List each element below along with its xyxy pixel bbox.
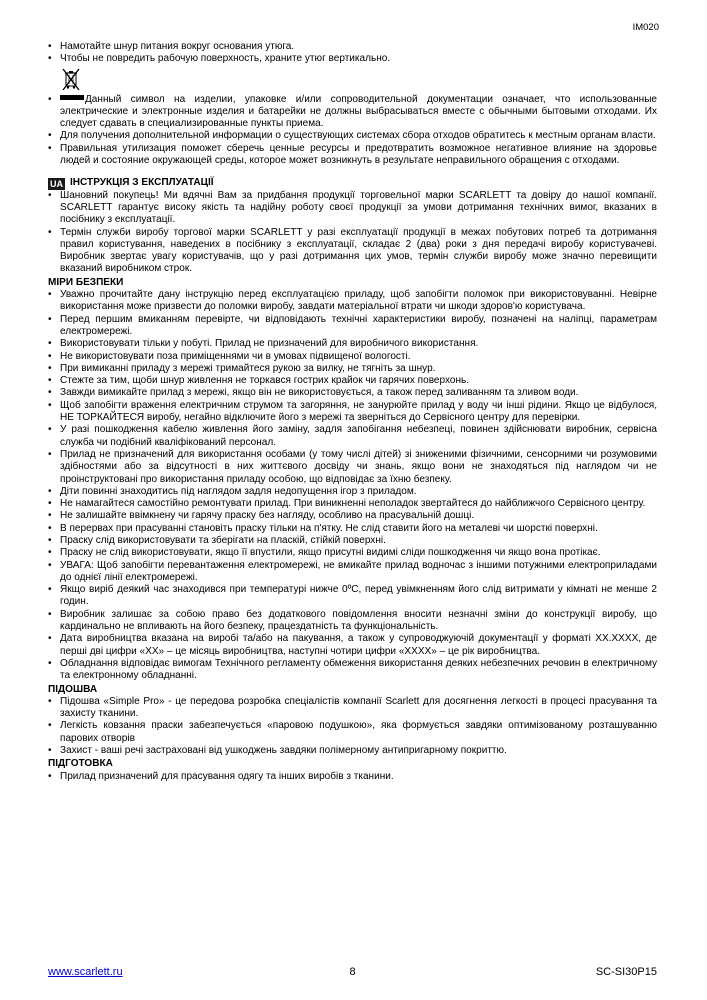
list-item-text: Використовувати тільки у побуті. Прилад не призначений для виробничого використання.: [60, 338, 479, 350]
list-item-text: УВАГА: Щоб запобігти перевантаження електромережі, не вмикайте прилад водночас з іншими потужними електроприладами до однієї лінії електромережі.: [60, 559, 657, 583]
list-item-text: Термін служби виробу торгової марки SCARLETT у разі експлуатації продукції в межах побутових потреб та дотримання правил користування, наведених в посібнику з експлуатації, складає 2 (два) роки з дня передачі виробу користувачеві. Виробник звертає увагу користувачів, що у разі дотримання цих умов, термін служби виробу може значно перевищити вказаний виробником строк.: [60, 226, 657, 275]
page-footer: [48, 966, 657, 980]
list-item: [48, 363, 657, 375]
list-item: [48, 547, 657, 559]
list-item: • Данный символ на изделии, упаковке и/или сопроводительной документации означает, что использованные электрические и электронные изделия и батарейки не должны выбрасываться вместе с обычными бытовыми отходами. Их следует сдавать в специализированные пункты приема.: [48, 94, 657, 131]
page-content: [48, 41, 657, 783]
list-item: [48, 338, 657, 350]
sole-heading: ПІДОШВА: [48, 683, 98, 695]
list-item-text: Підошва «Simple Pro» - це передова розробка спеціалістів компанії Scarlett для досягнення легкості в процесі прасування та захисту тканини.: [60, 695, 657, 720]
list-item-text: Не використовувати поза приміщеннями чи в умовах підвищеної вологості.: [60, 350, 411, 362]
black-bar-icon: [60, 95, 84, 100]
list-item-text: Діти повинні знаходитись під наглядом задля недопущення ігор з приладом.: [60, 485, 417, 497]
intro-list: [48, 190, 657, 276]
list-item: [48, 424, 657, 449]
crossed-out-bin-icon: [62, 68, 80, 92]
list-item: • Для получения дополнительной информации о существующих системах сбора отходов обратитесь к местным органам власти.: [48, 130, 657, 142]
list-item-text: Завжди вимикайте прилад з мережі, якщо він не використовується, а також перед заливанням та зливом води.: [60, 387, 579, 399]
list-item: [48, 227, 657, 276]
list-item: [48, 633, 657, 658]
preparation-list: [48, 771, 657, 783]
list-item-text: При вимиканні приладу з мережі тримайтеся рукою за вилку, не тягніть за шнур.: [60, 362, 436, 374]
section-title: ІНСТРУКЦІЯ З ЕКСПЛУАТАЦІЇ: [70, 177, 214, 189]
list-item: [48, 523, 657, 535]
list-item: • Чтобы не повредить рабочую поверхность, храните утюг вертикально.: [48, 53, 657, 65]
sole-list: [48, 696, 657, 757]
list-item-text: Якщо виріб деякий час знаходився при температурі нижче 0ºC, перед увімкненням його слід витримати у кімнаті не менше 2 годин.: [60, 584, 657, 608]
list-item-text: Легкість ковзання праски забезпечується «паровою подушкою», яка формується завдяки оптимізованому розташуванню парових отворів: [60, 720, 657, 744]
list-item: [48, 375, 657, 387]
list-item: [48, 720, 657, 745]
safety-list: [48, 289, 657, 683]
list-item-text: Уважно прочитайте дану інструкцію перед експлуатацією приладу, щоб запобігти поломок при використовуванні. Невірне використання може призвести до поломки виробу, завдати матеріальної втрати чи шкоди здоров'ю користувача.: [60, 289, 657, 313]
preparation-heading: ПІДГОТОВКА: [48, 758, 113, 770]
list-item-text: Прилад не призначений для використання особами (у тому числі дітей) зі зниженими фізичними, сенсорними чи розумовими здібностями або за відсутності в них життєвого досвіду чи знань, якщо вони не знаходяться під наглядом чи не проінструктовані про використання приладу особою, що відповідає за їхню безпеку.: [60, 448, 657, 485]
list-item-text: У разі пошкодження кабелю живлення його заміну, задля запобігання небезпеці, повинен здійснювати виробник, сервісна служба чи подібний кваліфікований персонал.: [60, 424, 657, 448]
list-item: • Намотайте шнур питания вокруг основания утюга.: [48, 41, 657, 53]
list-item: [48, 560, 657, 585]
list-item-text: Стежте за тим, щоби шнур живлення не торкався гострих крайок чи гарячих поверхонь.: [60, 375, 470, 387]
list-item: [48, 486, 657, 498]
list-item-text: Виробник залишає за собою право без додаткового повідомлення вносити незначні зміни до конструкції виробу, що кардинально не впливають на його безпеку, працездатність та функціональність.: [60, 608, 657, 633]
list-item: [48, 510, 657, 522]
list-item: [48, 190, 657, 227]
list-item: [48, 449, 657, 486]
list-item: [48, 535, 657, 547]
list-item: [48, 400, 657, 425]
website-link[interactable]: www.scarlett.ru: [48, 966, 123, 978]
list-item: [48, 314, 657, 339]
list-item-text: Прилад призначений для прасування одягу та інших виробів з тканини.: [60, 770, 394, 782]
list-item-text: Праску не слід використовувати, якщо її впустили, якщо присутні видимі сліди пошкодження чи якщо вона протікає.: [60, 547, 601, 559]
list-item: [48, 609, 657, 634]
language-badge: UA: [50, 178, 63, 189]
safety-heading: МІРИ БЕЗПЕКИ: [48, 276, 124, 288]
list-item-text: Обладнання відповідає вимогам Технічного регламенту обмеження використання деяких небезпечних речовин в електричному та електронному обладнанні.: [60, 657, 657, 682]
list-item-text: Не намагайтеся самостійно ремонтувати прилад. При виникненні неполадок звертайтеся до найближчого Сервісного центру.: [60, 498, 646, 510]
list-item: [48, 584, 657, 609]
list-item-text: В перервах при прасуванні становіть праску тільки на п'ятку. Не слід ставити його на металеві чи шорсткі поверхні.: [60, 522, 598, 534]
list-item-text: Не залишайте ввімкнену чи гарячу праску без нагляду, особливо на прасувальній дошці.: [60, 510, 475, 522]
list-item: [48, 498, 657, 510]
list-item: • Правильная утилизация поможет сберечь ценные ресурсы и предотвратить возможное негативное влияние на здоровье людей и состояние окружающей среды, которое может возникнуть в результате неправильного обращения с отходами.: [48, 143, 657, 168]
list-item-text: Перед першим вмиканням перевірте, чи відповідають технічні характеристики виробу, позначені на наліпці, параметрам електромережі.: [60, 313, 657, 337]
list-item-text: Дата виробництва вказана на виробі та/або на пакування, а також у супроводжуючій документації у форматі XX.XXXX, де перші дві цифри «XX» – це місяць виробництва, наступні чотири цифри «XXXX» – це рік виробництва.: [60, 633, 657, 657]
list-item: [48, 696, 657, 721]
list-item: [48, 658, 657, 683]
list-item-text: Праску слід використовувати та зберігати на пласкій, стійкій поверхні.: [60, 534, 386, 546]
list-item: [48, 351, 657, 363]
model-code-header: IM020: [632, 22, 659, 33]
section-title-ua: [48, 177, 657, 189]
list-item: [48, 289, 657, 314]
weee-symbol-row: [48, 66, 657, 94]
page-number: 8: [349, 966, 356, 978]
list-item-text: Щоб запобігти враження електричним струмом та загоряння, не занурюйте прилад у воду чи інші рідини. Якщо це відбулося, НЕ ТОРКАЙТЕСЯ виробу, негайно відключите його з мережі та зверніться до Сервісного центру для перевірки.: [60, 399, 657, 424]
model-number: SC-SI30P15: [595, 966, 657, 978]
list-item-text: Шановний покупець! Ми вдячні Вам за придбання продукції торговельної марки SCARLETT та довіру до нашої компанії. SCARLETT гарантує високу якість та надійну роботу своєї продукції за умови дотримання технічних вимог, вказаних в посібнику з експлуатації.: [60, 189, 657, 226]
list-item: [48, 745, 657, 757]
list-item-text: Захист - ваші речі застраховані від ушкоджень завдяки полімерному антипригарному покриттю.: [60, 745, 507, 757]
list-item: [48, 771, 657, 783]
list-item: [48, 387, 657, 399]
